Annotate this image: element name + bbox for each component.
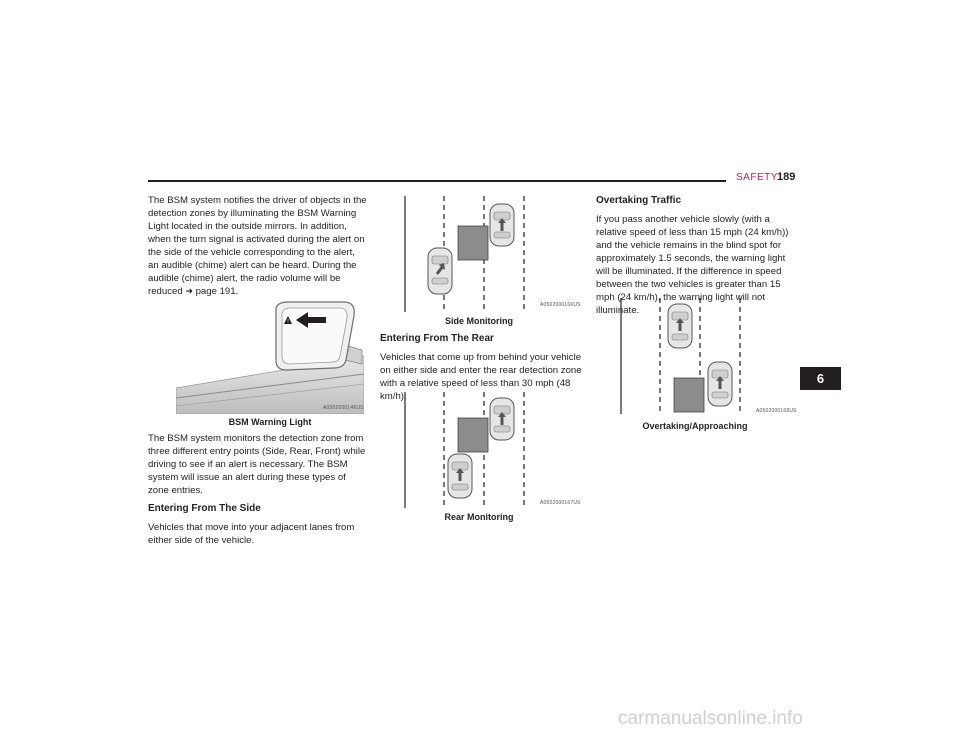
watermark: carmanualsonline.info [618, 708, 803, 729]
figure-bsm-warning-light [176, 298, 364, 414]
header-rule [148, 180, 726, 182]
bsm-intro-paragraph [148, 194, 368, 297]
caption-overtaking-approaching: Overtaking/Approaching [642, 421, 748, 431]
caption-rear-monitoring: Rear Monitoring [444, 512, 514, 522]
header-section-title: SAFETY [736, 172, 778, 183]
caption-side-monitoring: Side Monitoring [445, 316, 513, 326]
bsm-intro-text: The BSM system notifies the driver of objects in the detection zones by illuminating the BSM Warning Light located in the outside mirrors. In addition, when the turn signal is activated during the alert on the side of the vehicle corresponding to the alert, an audible (chime) alert can be heard. During the audible (chime) alert, the radio volume will be reduced [148, 195, 367, 297]
detection-zone-paragraph: The BSM system monitors the detection zone from three different entry points (Side, Rear, Front) while driving to see if an alert is necessary. The BSM system will issue an alert during these types of zone entries. [148, 433, 366, 496]
figure-id-label: A0502000168US [756, 408, 797, 414]
overtaking-paragraph: If you pass another vehicle slowly (with a relative speed of less than 15 mph (24 km/h)) and the vehicle remains in the blind spot for approximately 1.5 seconds, the warning light will be illuminated. If the difference in speed between the two vehicles is greater than 15 mph (24 km/h), the warning light will not illuminate. [596, 214, 789, 316]
figure-id-label: A0502000167US [540, 500, 581, 506]
page-number: 189 [777, 171, 796, 183]
figure-overtaking-approaching [620, 298, 796, 416]
entering-side-paragraph: Vehicles that move into your adjacent lanes from either side of the vehicle. [148, 522, 355, 546]
entering-rear-paragraph: Vehicles that come up from behind your vehicle on either side and enter the rear detection zone with a relative speed of less than 30 mph (48 km/h). [380, 352, 582, 402]
figure-id-label: A0502000146US [323, 405, 364, 411]
svg-text:!: ! [286, 319, 290, 325]
page-ref-link[interactable]: page 191. [195, 286, 239, 297]
column-1-lower [148, 432, 368, 547]
caption-bsm-warning-light: BSM Warning Light [228, 417, 312, 427]
column-1 [148, 194, 368, 297]
figure-id-label: A0502000166US [540, 302, 581, 308]
heading-entering-from-rear: Entering From The Rear [380, 333, 494, 344]
page-ref-arrow-icon: ➜ [185, 286, 193, 296]
chapter-tab: 6 [800, 367, 841, 390]
figure-side-monitoring [404, 196, 580, 314]
figure-rear-monitoring [404, 392, 580, 510]
heading-overtaking-traffic: Overtaking Traffic [596, 195, 682, 206]
heading-entering-from-side: Entering From The Side [148, 503, 261, 514]
